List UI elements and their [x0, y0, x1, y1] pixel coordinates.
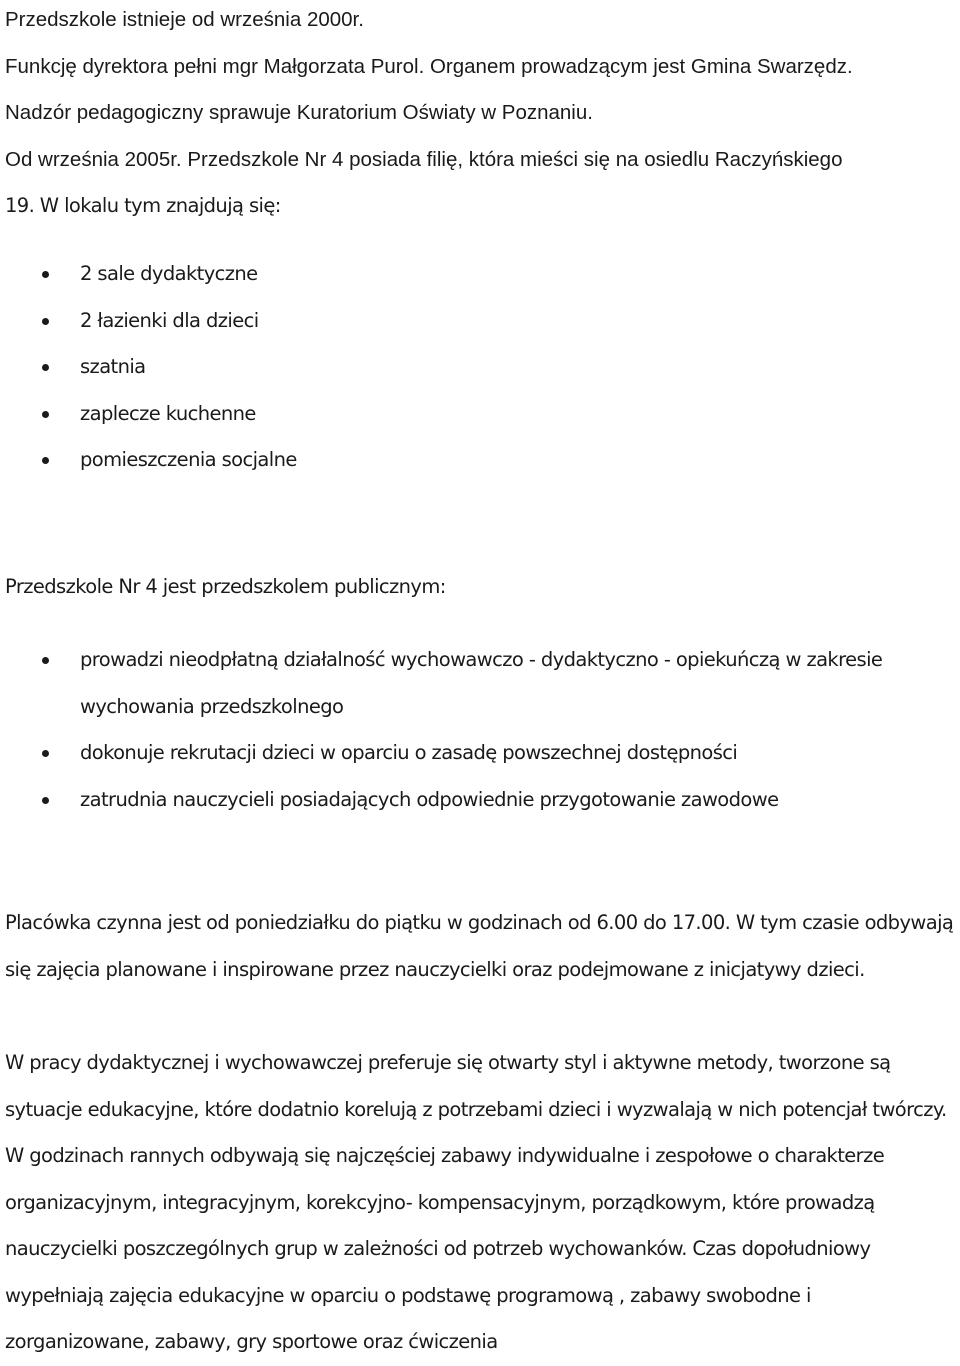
list-item-text: 2 łazienki dla dzieci: [80, 308, 259, 332]
list-item: [0, 730, 960, 777]
bullet-icon: [42, 797, 49, 804]
list-item-text: zatrudnia nauczycieli posiadających odpowiednie przygotowanie zawodowe: [80, 787, 779, 811]
bullet-icon: [42, 657, 49, 664]
methods-paragraph: W pracy dydaktycznej i wychowawczej preferuje się otwarty styl i aktywne metody, tworzone są sytuacje edukacyjne, które dodatnio korelują z potrzebami dzieci i wyzwalają w nich potencjał twórczy. W godzinach rannych odbywają się najczęściej zabawy indywidualne i zespołowe o charakterze organizacyjnym, integracyjnym, korekcyjno- kompensacyjnym, porządkowym, które prowadzą nauczycielki poszczególnych grup w zależności od potrzeb wychowanków. Czas dopołudniowy wypełniają zajęcia edukacyjne w oparciu o podstawę programową , zabawy swobodne i zorganizowane, zabawy, gry sportowe oraz ćwiczenia: [5, 1051, 947, 1353]
list-item: [0, 777, 960, 824]
intro-line-supervision: Nadzór pedagogiczny sprawuje Kuratorium Oświaty w Poznaniu.: [5, 101, 593, 124]
intro-line-director: Funkcję dyrektora pełni mgr Małgorzata Purol. Organem prowadzącym jest Gmina Swarzędz.: [5, 54, 853, 78]
list-item: [0, 437, 960, 484]
list-item-text: zaplecze kuchenne: [80, 401, 256, 425]
list-item: [0, 637, 900, 730]
public-features-list: [0, 637, 960, 823]
list-item: [0, 298, 960, 345]
bullet-icon: [42, 457, 49, 464]
list-item-text: szatnia: [80, 355, 146, 378]
list-item-text: 2 sale dydaktyczne: [80, 262, 258, 285]
bullet-icon: [42, 271, 49, 278]
intro-line-branch: Od września 2005r. Przedszkole Nr 4 posiada filię, która mieści się na osiedlu Raczyńskiego: [5, 147, 843, 171]
list-item: [0, 344, 960, 391]
intro-line-founded: Przedszkole istnieje od września 2000r.: [5, 8, 364, 31]
public-heading: Przedszkole Nr 4 jest przedszkolem publicznym:: [5, 575, 446, 598]
list-item-text: pomieszczenia socjalne: [80, 448, 297, 471]
hours-paragraph: Placówka czynna jest od poniedziałku do piątku w godzinach od 6.00 do 17.00. W tym czasie odbywają się zajęcia planowane i inspirowane przez nauczycielki oraz podejmowane z inicjatywy dzieci.: [5, 911, 954, 981]
facilities-list: [0, 251, 960, 484]
list-item-text: dokonuje rekrutacji dzieci w oparciu o zasadę powszechnej dostępności: [80, 741, 738, 764]
list-item: [0, 391, 960, 438]
bullet-icon: [42, 750, 49, 757]
bullet-icon: [42, 318, 49, 325]
bullet-icon: [42, 364, 49, 371]
list-item: [0, 251, 960, 298]
bullet-icon: [42, 411, 49, 418]
intro-section: [5, 0, 955, 230]
list-item-text: prowadzi nieodpłatną działalność wychowawczo - dydaktyczno - opiekuńczą w zakresie wychowania przedszkolnego: [80, 648, 883, 718]
intro-line-premises: 19. W lokalu tym znajdują się:: [5, 194, 281, 217]
